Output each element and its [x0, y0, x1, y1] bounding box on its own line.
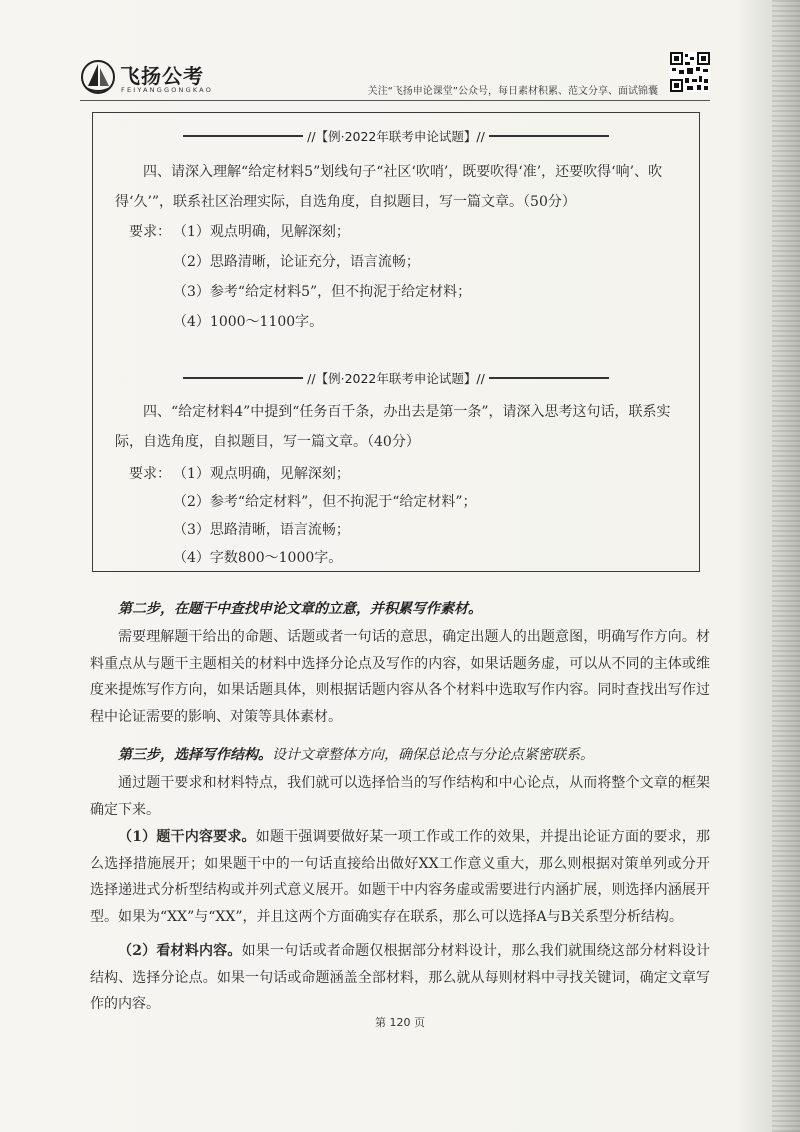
banner-dash-left: [183, 135, 303, 137]
header-divider: [80, 100, 710, 101]
step2-title: 第二步，在题干中查找申论文章的立意，并积累写作素材。: [118, 601, 482, 617]
banner-dash-right: [489, 377, 609, 379]
example-box: [92, 112, 700, 572]
example1-banner-label: //【例·2022年联考申论试题】//: [307, 129, 485, 144]
example1-question: 四、请深入理解“给定材料5”划线句子“社区‘吹哨’，既要吹得‘准’，还要吹得‘响’、吹得‘久’”，联系社区治理实际，自选角度，自拟题目，写一篇文章。（50分）: [115, 164, 663, 210]
example1-requirements-label: 要求：: [129, 224, 171, 240]
example1-banner: [93, 127, 699, 145]
point2-lead: （2）看材料内容。: [118, 943, 242, 959]
logo-subtitle: FEIYANGGONGKAO: [121, 86, 214, 94]
step3-title-bold: 第三步，选择写作结构。: [118, 747, 272, 763]
brand-logo: [80, 58, 290, 102]
example2-requirement: （4）字数800～1000字。: [173, 550, 343, 566]
step3-title: [118, 744, 594, 764]
example2-banner-label: //【例·2022年联考申论试题】//: [307, 371, 485, 386]
banner-dash-left: [183, 377, 303, 379]
example1-requirement: （1）观点明确，见解深刻；: [173, 224, 350, 240]
example1-requirement: （3）参考“给定材料5”，但不拘泥于给定材料；: [173, 284, 472, 300]
example1-requirement: （2）思路清晰，论证充分，语言流畅；: [173, 254, 420, 270]
step3-paragraph: 通过题干要求和材料特点，我们就可以选择恰当的写作结构和中心论点，从而将整个文章的框架确定下来。: [90, 775, 710, 818]
logo-title: 飞扬公考: [120, 64, 204, 88]
example2-requirement: （1）观点明确，见解深刻；: [173, 466, 350, 482]
example2-requirement: （2）参考“给定材料”，但不拘泥于“给定材料”；: [173, 494, 477, 510]
example2-requirements-label: 要求：: [129, 466, 171, 482]
example2-banner: [93, 369, 699, 387]
page-number: 第 120 页: [375, 1016, 425, 1029]
point2-text: 如果一句话或者命题仅根据部分材料设计，那么我们就围绕这部分材料设计结构、选择分论点。如果一句话或命题涵盖全部材料，那么就从每则材料中寻找关键词，确定文章写作的内容。: [90, 943, 710, 1012]
step3-title-rest: 设计文章整体方向，确保总论点与分论点紧密联系。: [272, 747, 594, 763]
example1-requirement: （4）1000～1100字。: [173, 314, 324, 330]
example2-requirement: （3）思路清晰，语言流畅；: [173, 522, 350, 538]
point1-paragraph: [90, 824, 710, 930]
qr-code-icon: [670, 52, 710, 92]
example2-question: 四、“给定材料4”中提到“任务百千条，办出去是第一条”，请深入思考这句话，联系实际，自选角度，自拟题目，写一篇文章。（40分）: [115, 404, 671, 450]
banner-dash-right: [489, 135, 609, 137]
point1-text: 如题干强调要做好某一项工作或工作的效果，并提出论证方面的要求，那么选择措施展开；如果题干中的一句话直接给出做好XX工作意义重大，那么则根据对策单列或分开选择递进式分析型结构或并列式意义展开。如题干中内容务虚或需要进行内涵扩展，则选择内涵展开型。如果为“XX”与“XX”，并且这两个方面确实存在联系，那么可以选择A与B关系型分析结构。: [90, 829, 711, 925]
point2-paragraph: [90, 938, 710, 1018]
page-header: [80, 52, 710, 102]
header-note: 关注“飞扬申论课堂”公众号，每日素材积累、范文分享、面试锦囊: [367, 86, 658, 97]
step2-paragraph: 需要理解题干给出的命题、话题或者一句话的意思，确定出题人的出题意图，明确写作方向。材料重点从与题干主题相关的材料中选择分论点及写作的内容，如果话题务虚，可以从不同的主体或维度来提炼写作方向，如果话题具体，则根据话题内容从各个材料中选取写作内容。同时查找出写作过程中论证需要的影响、对策等具体素材。: [90, 629, 710, 725]
sailboat-logo-icon: [80, 58, 116, 96]
point1-lead: （1）题干内容要求。: [118, 829, 256, 845]
